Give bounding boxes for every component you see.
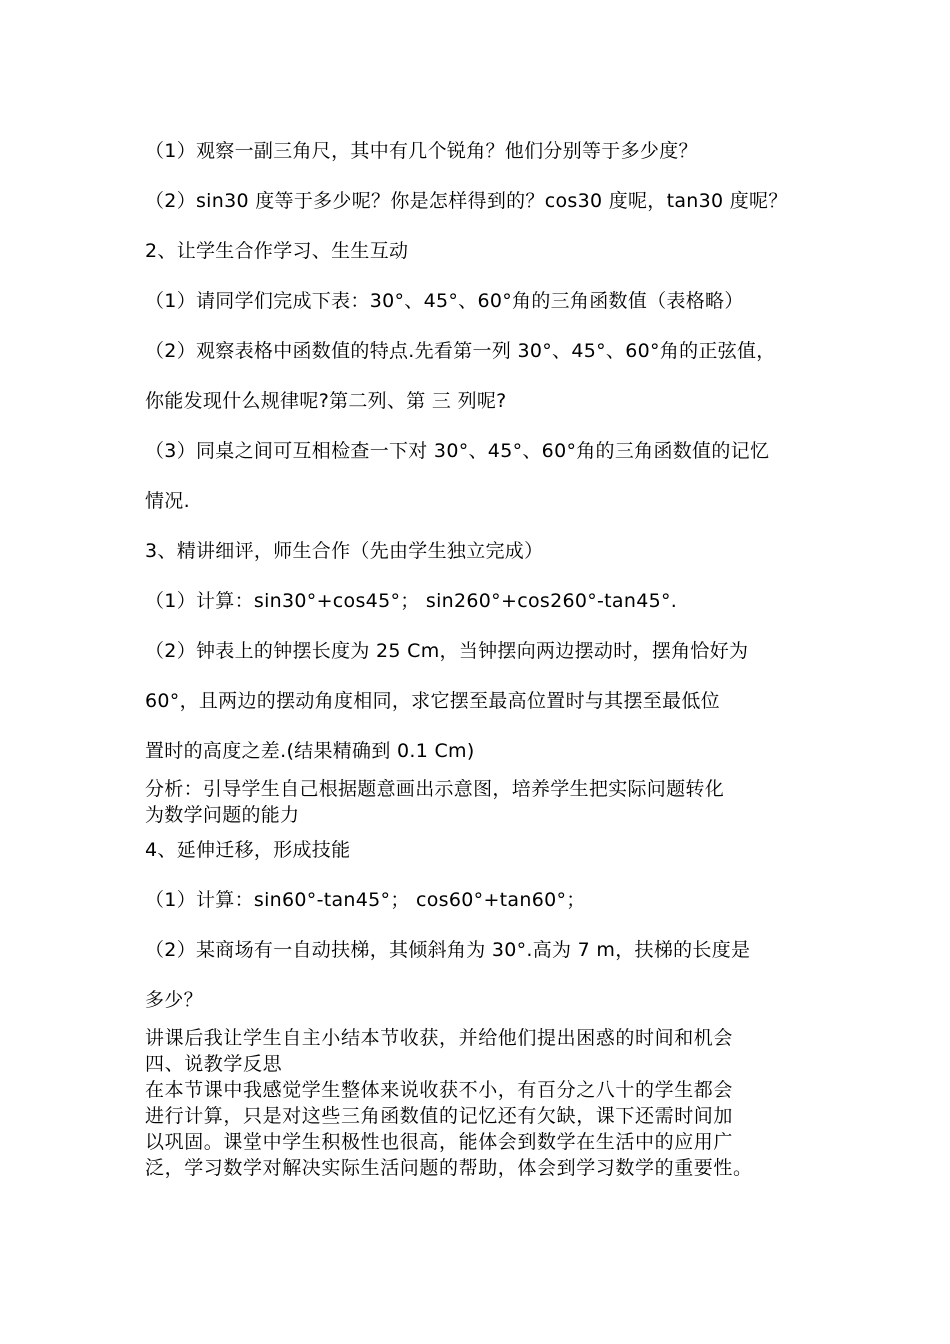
paragraph-line-19: 多少？ [145, 989, 203, 1011]
paragraph-line-13: 置时的高度之差.(结果精确到 0.1 Cm) [145, 740, 475, 762]
paragraph-line-22: 在本节课中我感觉学生整体来说收获不小，有百分之八十的学生都会 [145, 1079, 734, 1101]
paragraph-line-20: 讲课后我让学生自主小结本节收获，并给他们提出困惑的时间和机会 [145, 1027, 734, 1049]
paragraph-line-1: （1）观察一副三角尺，其中有几个锐角？他们分别等于多少度？ [145, 140, 698, 162]
paragraph-line-10: （1）计算：sin30°+cos45°； sin260°+cos260°-tan45°. [145, 590, 678, 612]
section-heading-3: 3、精讲细评，师生合作（先由学生独立完成） [145, 540, 544, 562]
paragraph-line-8: 情况. [145, 490, 190, 512]
paragraph-line-7: （3）同桌之间可互相检查一下对 30°、45°、60°角的三角函数值的记忆 [145, 440, 770, 462]
paragraph-line-11: （2）钟表上的钟摆长度为 25 Cm，当钟摆向两边摆动时，摆角恰好为 [145, 640, 749, 662]
paragraph-line-2: （2）sin30 度等于多少呢？你是怎样得到的？cos30 度呢，tan30 度呢？ [145, 190, 788, 212]
paragraph-line-23: 进行计算，只是对这些三角函数值的记忆还有欠缺，课下还需时间加 [145, 1105, 734, 1127]
paragraph-line-4: （1）请同学们完成下表：30°、45°、60°角的三角函数值（表格略） [145, 290, 744, 312]
paragraph-line-5: （2）观察表格中函数值的特点.先看第一列 30°、45°、60°角的正弦值， [145, 340, 776, 362]
paragraph-line-14: 分析：引导学生自己根据题意画出示意图，培养学生把实际问题转化 [145, 778, 725, 800]
paragraph-line-6: 你能发现什么规律呢?第二列、第 三 列呢? [145, 390, 507, 412]
paragraph-line-12: 60°，且两边的摆动角度相同，求它摆至最高位置时与其摆至最低位 [145, 690, 720, 712]
paragraph-line-15: 为数学问题的能力 [145, 804, 300, 826]
section-heading-2: 2、让学生合作学习、生生互动 [145, 240, 409, 262]
section-heading-reflection: 四、说教学反思 [145, 1053, 283, 1075]
section-heading-4: 4、延伸迁移，形成技能 [145, 839, 351, 861]
paragraph-line-18: （2）某商场有一自动扶梯，其倾斜角为 30°.高为 7 m，扶梯的长度是 [145, 939, 751, 961]
paragraph-line-25: 泛，学习数学对解决实际生活问题的帮助，体会到学习数学的重要性。 [145, 1157, 753, 1179]
paragraph-line-17: （1）计算：sin60°-tan45°； cos60°+tan60°； [145, 889, 586, 911]
paragraph-line-24: 以巩固。课堂中学生积极性也很高，能体会到数学在生活中的应用广 [145, 1131, 734, 1153]
